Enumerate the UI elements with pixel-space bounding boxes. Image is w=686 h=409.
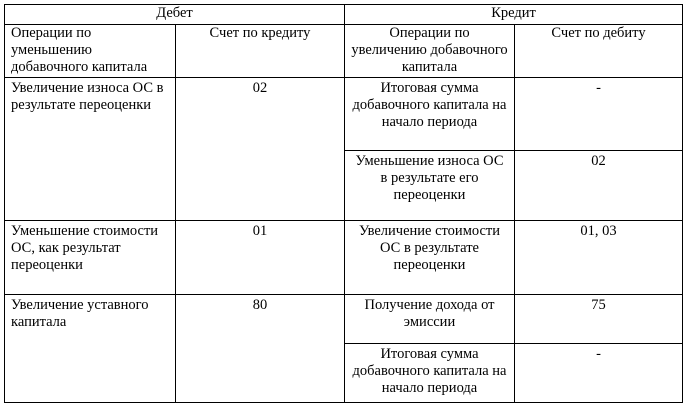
credit-operation-cell: Итоговая сумма добавочного капитала на начало периода [345,344,515,403]
credit-account-cell: 02 [176,78,345,221]
debit-account-cell: - [515,344,683,403]
credit-account-cell: 01 [176,221,345,295]
credit-operation-cell: Итоговая сумма добавочного капитала на начало периода [345,78,515,151]
debit-account-cell: - [515,78,683,151]
debit-account-header: Счет по дебиту [515,25,683,78]
credit-operation-cell: Получение дохода от эмиссии [345,295,515,344]
debit-operation-cell: Увеличение износа ОС в результате переоценки [5,78,176,221]
column-header-row [5,25,683,78]
debit-operation-cell: Увеличение уставного капитала [5,295,176,403]
credit-operations-header: Операции по увеличению добавочного капитала [345,25,515,78]
capital-operations-table [4,4,683,403]
table-row [5,78,683,151]
debit-operation-cell: Уменьшение стоимости ОС, как результат переоценки [5,221,176,295]
credit-account-cell: 80 [176,295,345,403]
credit-operation-cell: Увеличение стоимости ОС в результате переоценки [345,221,515,295]
group-header-row [5,5,683,25]
credit-operation-cell: Уменьшение износа ОС в результате его переоценки [345,151,515,221]
debit-account-cell: 75 [515,295,683,344]
debit-group-header: Дебет [5,5,345,25]
debit-operations-header: Операции по уменьшению добавочного капитала [5,25,176,78]
table-row [5,295,683,344]
debit-account-cell: 01, 03 [515,221,683,295]
credit-account-header: Счет по кредиту [176,25,345,78]
credit-group-header: Кредит [345,5,683,25]
debit-account-cell: 02 [515,151,683,221]
table-row [5,221,683,295]
